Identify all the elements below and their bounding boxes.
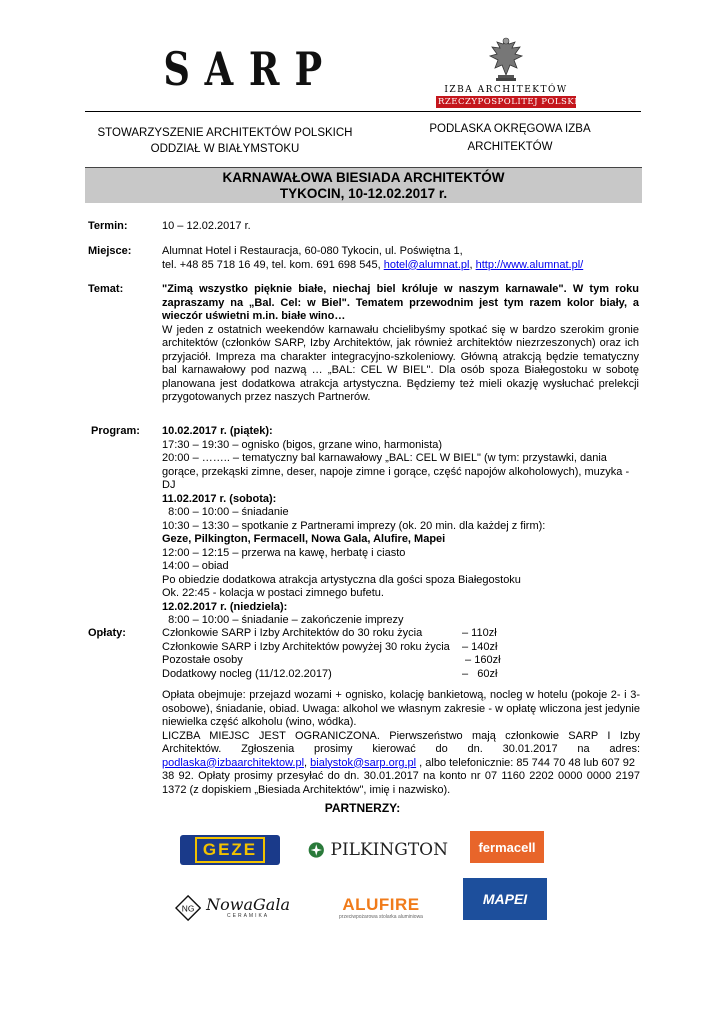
fermacell-logo [470,831,544,863]
fermacell-logo-text: fermacell [478,839,536,855]
fees-info-line6 [162,757,640,771]
fees-info-line7: 38 92. Opłaty prosimy przesyłać do dn. 30.01.2017 na konto nr 07 1160 2202 0000 0000 2197 [162,770,640,782]
termin-value: 10 – 12.02.2017 r. [162,220,251,232]
org-sarp-name [90,125,360,157]
temat-bold-line1: "Zimą wszystko pięknie białe, niechaj biel króluje w naszym karnawale". W tym roku [162,283,639,295]
fee-price: – 60zł [462,667,498,680]
temat-para-line3: przyjaciół. Impreza ma charakter integracyjno-szkoleniowy. Główną atrakcją będzie tematyczny [162,350,639,363]
fee-row [162,668,562,682]
fee-name: Członkowie SARP i Izby Architektów do 30 roku życia [162,627,423,639]
program-line: 8:00 – 10:00 – śniadanie – zakończenie imprezy [162,614,404,626]
program-line: 12:00 – 12:15 – przerwa na kawę, herbatę i ciasto [162,546,406,559]
nowagala-wordmark [206,897,290,919]
fee-price: – 160zł [462,654,501,666]
program-list [162,425,639,628]
mapei-logo-text: MAPEI [482,891,528,907]
program-line: Po obiedzie dodatkowa atrakcja artystyczna dla gości spoza Białegostoku [162,573,521,586]
org-left-line2: ODDZIAŁ W BIAŁYMSTOKU [150,143,300,155]
nowagala-logo-text: NowaGala [206,895,290,914]
miejsce-label: Miejsce: [88,245,132,257]
temat-bold-line3: wieczór uświetni m.in. białe wino… [162,310,346,322]
geze-logo [180,835,280,865]
sarp-logo-letter-a: A [204,42,234,96]
izba-top-text: IZBA ARCHITEKTÓW [444,85,568,95]
sarp-logo-letter-r: R [248,42,280,96]
fees-list [162,627,562,681]
fees-info-line3: niewielka część alkoholu (wino, wódka). [162,716,357,728]
fee-price: – 110zł [462,627,497,639]
pilkington-logo [308,834,448,866]
hotel-website-link[interactable]: http://www.alumnat.pl/ [475,258,584,271]
program-line: 12.02.2017 r. (niedziela): [162,600,288,613]
temat-para-line1: W jeden z ostatnich weekendów karnawału chcielibyśmy spotkać się w bardzo szerokim gronie [162,323,639,336]
program-line: 10.02.2017 r. (piątek): [162,425,273,437]
program-line: 17:30 – 19:30 – ognisko (bigos, grzane wino, harmonista) [162,438,443,451]
header-divider [85,111,641,112]
program-line: 8:00 – 10:00 – śniadanie [162,506,289,518]
fee-name: Pozostałe osoby [162,654,243,666]
alufire-logo-text: ALUFIRE [342,895,420,914]
alufire-logo [328,892,434,924]
program-line: Geze, Pilkington, Fermacell, Nowa Gala, Alufire, Mapei [162,533,446,545]
program-line: 14:00 – obiad [162,560,229,572]
hotel-email-link[interactable]: hotel@alumnat.pl [383,258,470,271]
oplaty-label: Opłaty: [88,627,126,639]
fee-row [162,654,562,668]
org-right-line2: ARCHITEKTÓW [467,141,553,153]
org-izba-name [420,120,600,156]
fee-row [162,641,562,655]
nowagala-logo [175,890,290,926]
nowagala-diamond-icon [175,894,201,922]
program-line: 10:30 – 13:30 – spotkanie z Partnerami imprezy (ok. 20 min. dla każdej z firm): [162,519,546,532]
izba-architektow-logo [436,35,589,108]
temat-para-line6: przygotowanych przez naszych Partnerów. [162,391,371,403]
ng-badge-text: NG [181,903,195,914]
program-line: gorące, przekąski zimne, deser, napoje zimne i gorące, część napojów alkoholowych), muzyka - [162,465,630,478]
fees-info-line5: Architektów. Zgłoszenia prosimy kierować do dn. 30.01.2017 na adres: [162,743,640,755]
temat-para-line4: bal karnawałowy pod nazwą … „BAL: CEL W BIEL". Dla osób spoza Białegostoku w sobotę [162,364,639,376]
pilkington-logo-text: PILKINGTON [330,840,448,860]
temat-para-line2: architektów (członków SARP, Izby Architektów, jak również architektów niezrzeszonych) oraz ich [162,337,639,349]
izba-email-link[interactable]: podlaska@izbaarchitektow.pl [162,756,305,769]
fees-info-line1: Opłata obejmuje: przejazd wozami + ognisko, kolację bankietową, nocleg w hotelu (pokoje 2- i 3- [162,689,640,701]
event-title-line2: TYKOCIN, 10-12.02.2017 r. [279,186,448,201]
nowagala-sub-text: CERAMIKA [227,913,270,919]
miejsce-address: Alumnat Hotel i Restauracja, 60-080 Tykocin, ul. Poświętna 1, [162,245,463,257]
fee-row [162,627,562,641]
temat-label: Temat: [88,283,124,295]
phone-info: , albo telefonicznie: 85 744 70 48 lub 607 92 [416,756,636,769]
sarp-email-link[interactable]: bialystok@sarp.org.pl [310,756,417,769]
sarp-logo [160,42,323,96]
org-left-line1: STOWARZYSZENIE ARCHITEKTÓW POLSKICH [97,127,353,139]
event-title [85,167,642,203]
org-right-line1: PODLASKA OKRĘGOWA IZBA [429,123,591,135]
fee-name: Członkowie SARP i Izby Architektów powyżej 30 roku życia [162,640,450,653]
temat-para-line5: planowana jest dodatkowa atrakcja artystyczna. Będziemy też mieli okazję wysłuchać prelekcji [162,377,639,390]
geze-logo-text: GEZE [195,837,265,863]
termin-label: Termin: [88,220,128,232]
eagle-emblem-icon [484,35,528,83]
temat-block [162,283,639,405]
mapei-logo [463,878,547,920]
program-line: Ok. 22:45 - kolacja w postaci zimnego bufetu. [162,587,384,599]
pilkington-cross-icon [308,837,325,863]
fee-price: – 140zł [462,640,498,653]
fees-info-line4: LICZBA MIEJSC JEST OGRANICZONA. Pierwszeństwo mają członkowie SARP I Izby [162,729,640,742]
fee-name: Dodatkowy nocleg (11/12.02.2017) [162,667,332,680]
sarp-logo-letter-s: S [163,42,190,96]
miejsce-block [162,245,642,272]
program-label: Program: [91,425,140,437]
program-line: 11.02.2017 r. (sobota): [162,492,277,505]
fees-info-line2: osobowe), śniadanie, obiad. Uwaga: alkohol we własnym zakresie - w opłatę wliczona jest jedynie [162,702,640,715]
fees-info-line8: 1372 (z dopiskiem „Biesiada Architektów", imię i nazwisko). [162,783,451,796]
partners-title: PARTNERZY: [324,801,401,815]
izba-bottom-banner: RZECZYPOSPOLITEJ POLSKIEJ [438,97,589,107]
sarp-logo-letter-p: P [294,42,323,96]
program-line: 20:00 – …….. – tematyczny bal karnawałowy „BAL: CEL W BIEL" (w tym: przystawki, dania [162,452,607,464]
miejsce-contact [162,259,642,273]
miejsce-phones: tel. +48 85 718 16 49, tel. kom. 691 698 545, [162,258,384,271]
event-title-line1: KARNAWAŁOWA BIESIADA ARCHITEKTÓW [222,170,505,185]
program-line: DJ [162,479,176,491]
alufire-sub-text: przeciwpożarowa stolarka aluminiowa [339,914,423,920]
contact-separator: , [469,258,476,271]
fees-info [162,689,640,797]
temat-bold-line2: zapraszamy na „Bal. Cel: w Biel". Tematem przewodnim jest tym razem kolor biały, a [162,296,639,309]
email-separator: , [304,756,311,769]
